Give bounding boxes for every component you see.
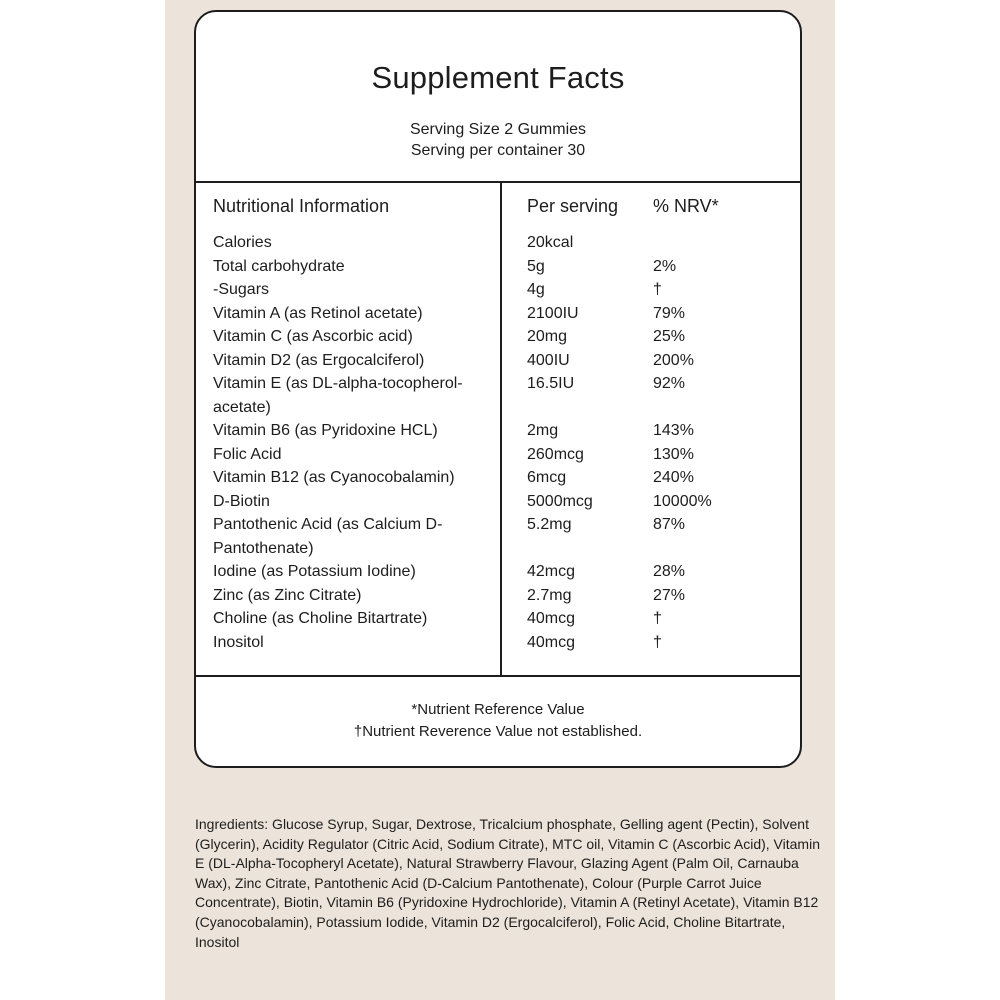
nutrient-amount: 42mcg (527, 563, 576, 580)
nutrient-nrv: 28% (653, 563, 686, 580)
nutrient-nrv: 2% (653, 257, 677, 275)
nutrient-name: D-Biotin (213, 492, 270, 510)
nutrient-nrv: 92% (653, 375, 686, 392)
page-title: Supplement Facts (371, 60, 625, 95)
nutrient-amount: 5.2mg (527, 516, 572, 533)
table-row (196, 607, 800, 631)
nutrient-amount: 2100IU (527, 304, 579, 322)
nutrient-nrv: 27% (653, 586, 686, 604)
nutrient-name: Vitamin B6 (as Pyridoxine HCL) (213, 422, 438, 439)
nutrient-amount: 2mg (527, 422, 559, 439)
table-row (196, 419, 800, 443)
nutrient-nrv: † (653, 281, 662, 298)
nutrient-amount: 2.7mg (527, 586, 572, 604)
nutrient-amount: 4g (527, 281, 545, 298)
nutrient-name: Total carbohydrate (213, 257, 345, 275)
nutrient-amount: 40mcg (527, 610, 576, 627)
serving-info (196, 119, 800, 161)
nutrient-nrv: 240% (653, 469, 694, 486)
nutrient-nrv: † (653, 633, 662, 651)
nutrient-amount: 20mg (527, 328, 568, 345)
nutrient-name: Iodine (as Potassium Iodine) (213, 563, 416, 580)
table-row (196, 631, 800, 655)
table-row (196, 560, 800, 584)
nutrient-amount: 5000mcg (527, 492, 593, 510)
table-row (196, 584, 800, 608)
nutrient-amount: 16.5IU (527, 375, 575, 392)
nutrient-amount: 20kcal (527, 234, 574, 251)
servings-per-container: Serving per container 30 (410, 142, 586, 159)
table-row (196, 231, 800, 255)
header-nrv: % NRV* (653, 196, 719, 216)
serving-size: Serving Size 2 Gummies (409, 121, 587, 138)
nutrient-amount: 40mcg (527, 633, 576, 651)
divider-top (196, 181, 800, 183)
nutrient-amount: 260mcg (527, 445, 584, 463)
nutrient-nrv: 143% (653, 422, 694, 439)
nutrient-amount: 400IU (527, 351, 570, 369)
supplement-facts-box (194, 10, 802, 768)
table-row (196, 325, 800, 349)
nutrient-name: Folic Acid (213, 445, 282, 463)
table-row (196, 302, 800, 326)
table-row (196, 349, 800, 373)
nutrient-nrv: 200% (653, 351, 694, 369)
nutrient-amount: 6mcg (527, 469, 567, 486)
nutrient-name: Vitamin D2 (as Ergocalciferol) (213, 351, 425, 369)
nutrient-name: Vitamin A (as Retinol acetate) (213, 304, 423, 322)
header-nutritional-information: Nutritional Information (213, 196, 390, 216)
table-row (196, 278, 800, 302)
nutrient-name: Pantothenic Acid (as Calcium D-Pantothenate) (213, 516, 443, 557)
nutrient-nrv: 10000% (653, 492, 712, 510)
table-row (196, 466, 800, 490)
nutrient-name: Inositol (213, 633, 264, 651)
header-per-serving: Per serving (527, 196, 619, 216)
nutrient-nrv: 130% (653, 445, 694, 463)
nutrient-name: Vitamin C (as Ascorbic acid) (213, 328, 413, 345)
ingredients-list: Ingredients: Glucose Syrup, Sugar, Dextrose, Tricalcium phosphate, Gelling agent (Pectin), Solvent (Glycerin), Acidity Regulator (Citric Acid, Sodium Citrate), MTC oil, Vitamin C (Ascorbic Acid), Vitamin E (DL-Alpha-Tocopheryl Acetate), Natural Strawberry Flavour, Glazing Agent (Palm Oil, Carnauba Wax), Zinc Citrate, Pantothenic Acid (D-Calcium Pantothenate), Colour (Purple Carrot Juice Concentrate), Biotin, Vitamin B6 (Pyridoxine Hydrochloride), Vitamin A (Retinyl Acetate), Vitamin B12 (Cyanocobalamin), Potassium Iodide, Vitamin D2 (Ergocalciferol), Folic Acid, Choline Bitartrate, Inositol (195, 816, 820, 950)
nutrient-nrv: † (653, 610, 662, 627)
nutrient-name: Choline (as Choline Bitartrate) (213, 610, 428, 627)
footnotes (196, 699, 800, 743)
table-row (196, 443, 800, 467)
nutrient-nrv: 87% (653, 516, 686, 533)
divider-bottom (196, 675, 800, 677)
nutrient-nrv: 25% (653, 328, 686, 345)
footnote-not-established: †Nutrient Reverence Value not established. (353, 723, 643, 740)
table-row (196, 513, 800, 560)
nutrient-name: Vitamin B12 (as Cyanocobalamin) (213, 469, 455, 486)
nutrient-name: Vitamin E (as DL-alpha-tocopherol-acetate) (213, 375, 463, 416)
table-row (196, 490, 800, 514)
footnote-nrv: *Nutrient Reference Value (411, 701, 585, 718)
nutrient-table (196, 231, 800, 654)
nutrient-amount: 5g (527, 257, 545, 275)
table-row (196, 255, 800, 279)
nutrient-name: -Sugars (213, 281, 270, 298)
nutrient-name: Zinc (as Zinc Citrate) (213, 586, 362, 604)
nutrient-name: Calories (213, 234, 272, 251)
nutrient-nrv: 79% (653, 304, 686, 322)
table-row (196, 372, 800, 419)
